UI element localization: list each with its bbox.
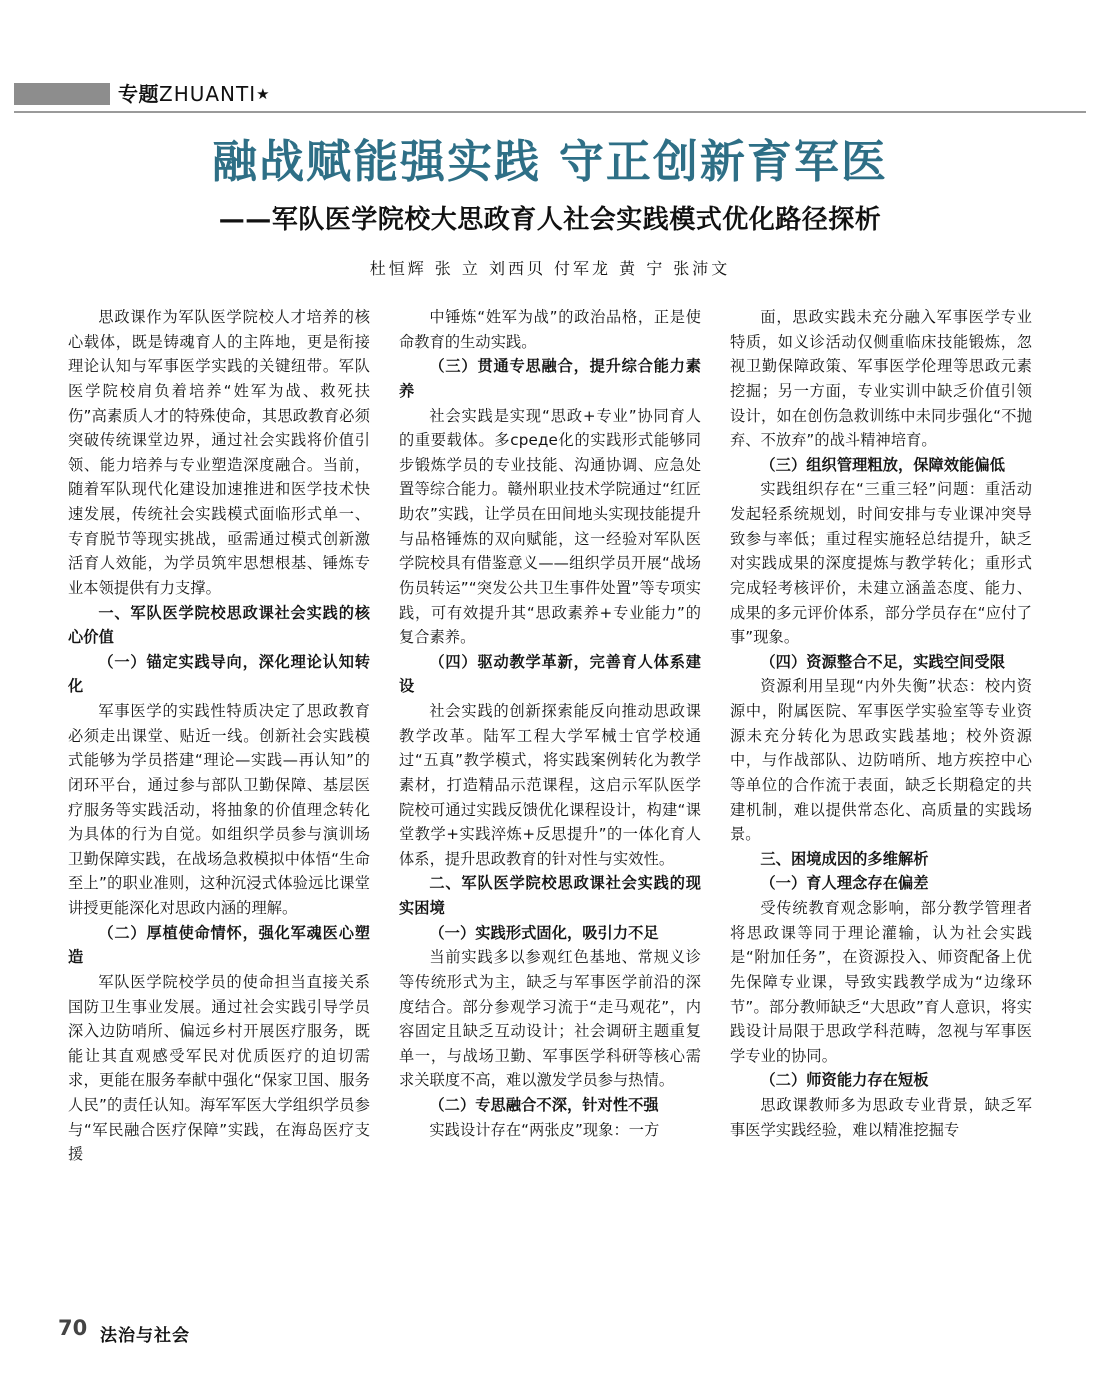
section-label bbox=[118, 78, 270, 107]
page-number: 70 bbox=[58, 1316, 88, 1340]
star-icon: ★ bbox=[256, 85, 271, 103]
publication-name: 法治与社会 bbox=[100, 1326, 190, 1346]
body-paragraph: 社会实践是实现“思政+专业”协同育人的重要载体。多среде化的实践形式能够同步锻炼学员的专业技能、沟通协调、应急处置等综合能力。赣州职业技术学院通过“红匠助农”实践，让学员在田间地头实现技能提升与品格锤炼的双向赋能，这一经验对军队医学院校具有借鉴意义——组织学员开展“战场伤员转运”“突发公共卫生事件处置”等专项实践，可有效提升其“思政素养+专业能力”的复合素养。 bbox=[399, 406, 701, 647]
section-heading: （二）厚植使命情怀，强化军魂医心塑造 bbox=[68, 923, 370, 967]
section-label-pinyin: ZHUANTI bbox=[159, 82, 257, 106]
section-heading: （一）锚定实践导向，深化理论认知转化 bbox=[68, 652, 370, 696]
column-2 bbox=[399, 305, 701, 1265]
section-heading: 三、困境成因的多维解析 bbox=[760, 849, 929, 868]
section-heading: （三）组织管理粗放，保障效能偏低 bbox=[760, 455, 1005, 474]
section-heading: （四）驱动教学革新，完善育人体系建设 bbox=[399, 652, 701, 696]
page-subtitle: ——军队医学院校大思政育人社会实践模式优化路径探析 bbox=[218, 205, 882, 235]
page-title: 融战赋能强实践 守正创新育军医 bbox=[212, 135, 888, 188]
header-accent-bar bbox=[14, 83, 110, 105]
header-divider bbox=[14, 111, 1086, 113]
section-heading: （二）专思融合不深，针对性不强 bbox=[429, 1096, 659, 1114]
body-paragraph: 面，思政实践未充分融入军事医学专业特质，如义诊活动仅侧重临床技能锻炼，忽视卫勤保障政策、军事医学伦理等思政元素挖掘；另一方面，专业实训中缺乏价值引领设计，如在创伤急救训练中未同步强化“不抛弃、不放弃”的战斗精神培育。 bbox=[730, 308, 1032, 450]
article-body bbox=[68, 305, 1032, 1265]
column-3 bbox=[730, 305, 1032, 1265]
body-paragraph: 社会实践的创新探索能反向推动思政课教学改革。陆军工程大学军械士官学校通过“五真”教学模式，将实践案例转化为教学素材，打造精品示范课程，这启示军队医学院校可通过实践反馈优化课程设计，构建“课堂教学+实践淬炼+反思提升”的一体化育人体系，提升思政教育的针对性与实效性。 bbox=[399, 702, 701, 868]
section-heading: （一）育人理念存在偏差 bbox=[760, 874, 929, 893]
section-heading: 二、军队医学院校思政课社会实践的现实困境 bbox=[399, 874, 701, 917]
section-heading: （一）实践形式固化，吸引力不足 bbox=[429, 923, 659, 942]
section-heading: 一、军队医学院校思政课社会实践的核心价值 bbox=[68, 603, 370, 647]
section-label-zh: 专题 bbox=[118, 82, 159, 106]
section-heading: （三）贯通专思融合，提升综合能力素养 bbox=[399, 357, 701, 400]
body-paragraph: 当前实践多以参观红色基地、常规义诊等传统形式为主，缺乏与军事医学前沿的深度结合。部分参观学习流于“走马观花”，内容固定且缺乏互动设计；社会调研主题重复单一，与战场卫勤、军事医学科研等核心需求关联度不高，难以激发学员参与热情。 bbox=[399, 948, 701, 1090]
author-list: 杜恒辉 张 立 刘西贝 付军龙 黄 宁 张沛文 bbox=[369, 259, 731, 278]
body-paragraph: 思政课作为军队医学院校人才培养的核心载体，既是铸魂育人的主阵地，更是衔接理论认知与军事医学实践的关键纽带。军队医学院校肩负着培养“姓军为战、救死扶伤”高素质人才的特殊使命，其思政教育必须突破传统课堂边界，通过社会实践将价值引领、能力培养与专业塑造深度融合。当前，随着军队现代化建设加速推进和医学技术快速发展，传统社会实践模式面临形式单一、专育脱节等现实挑战，亟需通过模式创新激活育人效能，为学员筑牢思想根基、锤炼专业本领提供有力支撑。 bbox=[68, 308, 370, 597]
page-header bbox=[0, 78, 1100, 112]
body-paragraph: 军事医学的实践性特质决定了思政教育必须走出课堂、贴近一线。创新社会实践模式能够为学员搭建“理论—实践—再认知”的闭环平台，通过参与部队卫勤保障、基层医疗服务等实践活动，将抽象的价值理念转化为具体的行为自觉。如组织学员参与演训场卫勤保障实践，在战场急救模拟中体悟“生命至上”的职业准则，这种沉浸式体验远比课堂讲授更能深化对思政内涵的理解。 bbox=[68, 702, 370, 917]
section-heading: （二）师资能力存在短板 bbox=[760, 1071, 929, 1090]
body-paragraph: 中锤炼“姓军为战”的政治品格，正是使命教育的生动实践。 bbox=[399, 308, 701, 351]
column-1 bbox=[68, 305, 370, 1265]
body-paragraph: 实践设计存在“两张皮”现象：一方 bbox=[429, 1120, 660, 1139]
body-paragraph: 资源利用呈现“内外失衡”状态：校内资源中，附属医院、军事医学实验室等专业资源未充分转化为思政实践基地；校外资源中，与作战部队、边防哨所、地方疾控中心等单位的合作流于表面，缺乏长期稳定的共建机制，难以提供常态化、高质量的实践场景。 bbox=[730, 677, 1032, 844]
title-block bbox=[0, 135, 1100, 279]
body-paragraph: 受传统教育观念影响，部分教学管理者将思政课等同于理论灌输，认为社会实践是“附加任务”，在资源投入、师资配备上优先保障专业课，导致实践教学成为“边缘环节”。部分教师缺乏“大思政”育人意识，将实践设计局限于思政学科范畴，忽视与军事医学专业的协同。 bbox=[730, 899, 1032, 1065]
body-paragraph: 军队医学院校学员的使命担当直接关系国防卫生事业发展。通过社会实践引导学员深入边防哨所、偏远乡村开展医疗服务，既能让其直观感受军民对优质医疗的迫切需求，更能在服务奉献中强化“保家卫国、服务人民”的责任认知。海军军医大学组织学员参与“军民融合医疗保障”实践，在海岛医疗支援 bbox=[68, 972, 370, 1164]
body-paragraph: 思政课教师多为思政专业背景，缺乏军事医学实践经验，难以精准挖掘专 bbox=[730, 1096, 1032, 1139]
section-heading: （四）资源整合不足，实践空间受限 bbox=[760, 652, 1005, 671]
body-paragraph: 实践组织存在“三重三轻”问题：重活动发起轻系统规划，时间安排与专业课冲突导致参与率低；重过程实施轻总结提升，缺乏对实践成果的深度提炼与教学转化；重形式完成轻考核评价，未建立涵盖态度、能力、成果的多元评价体系，部分学员存在“应付了事”现象。 bbox=[730, 480, 1032, 647]
page-footer bbox=[0, 1316, 1100, 1350]
